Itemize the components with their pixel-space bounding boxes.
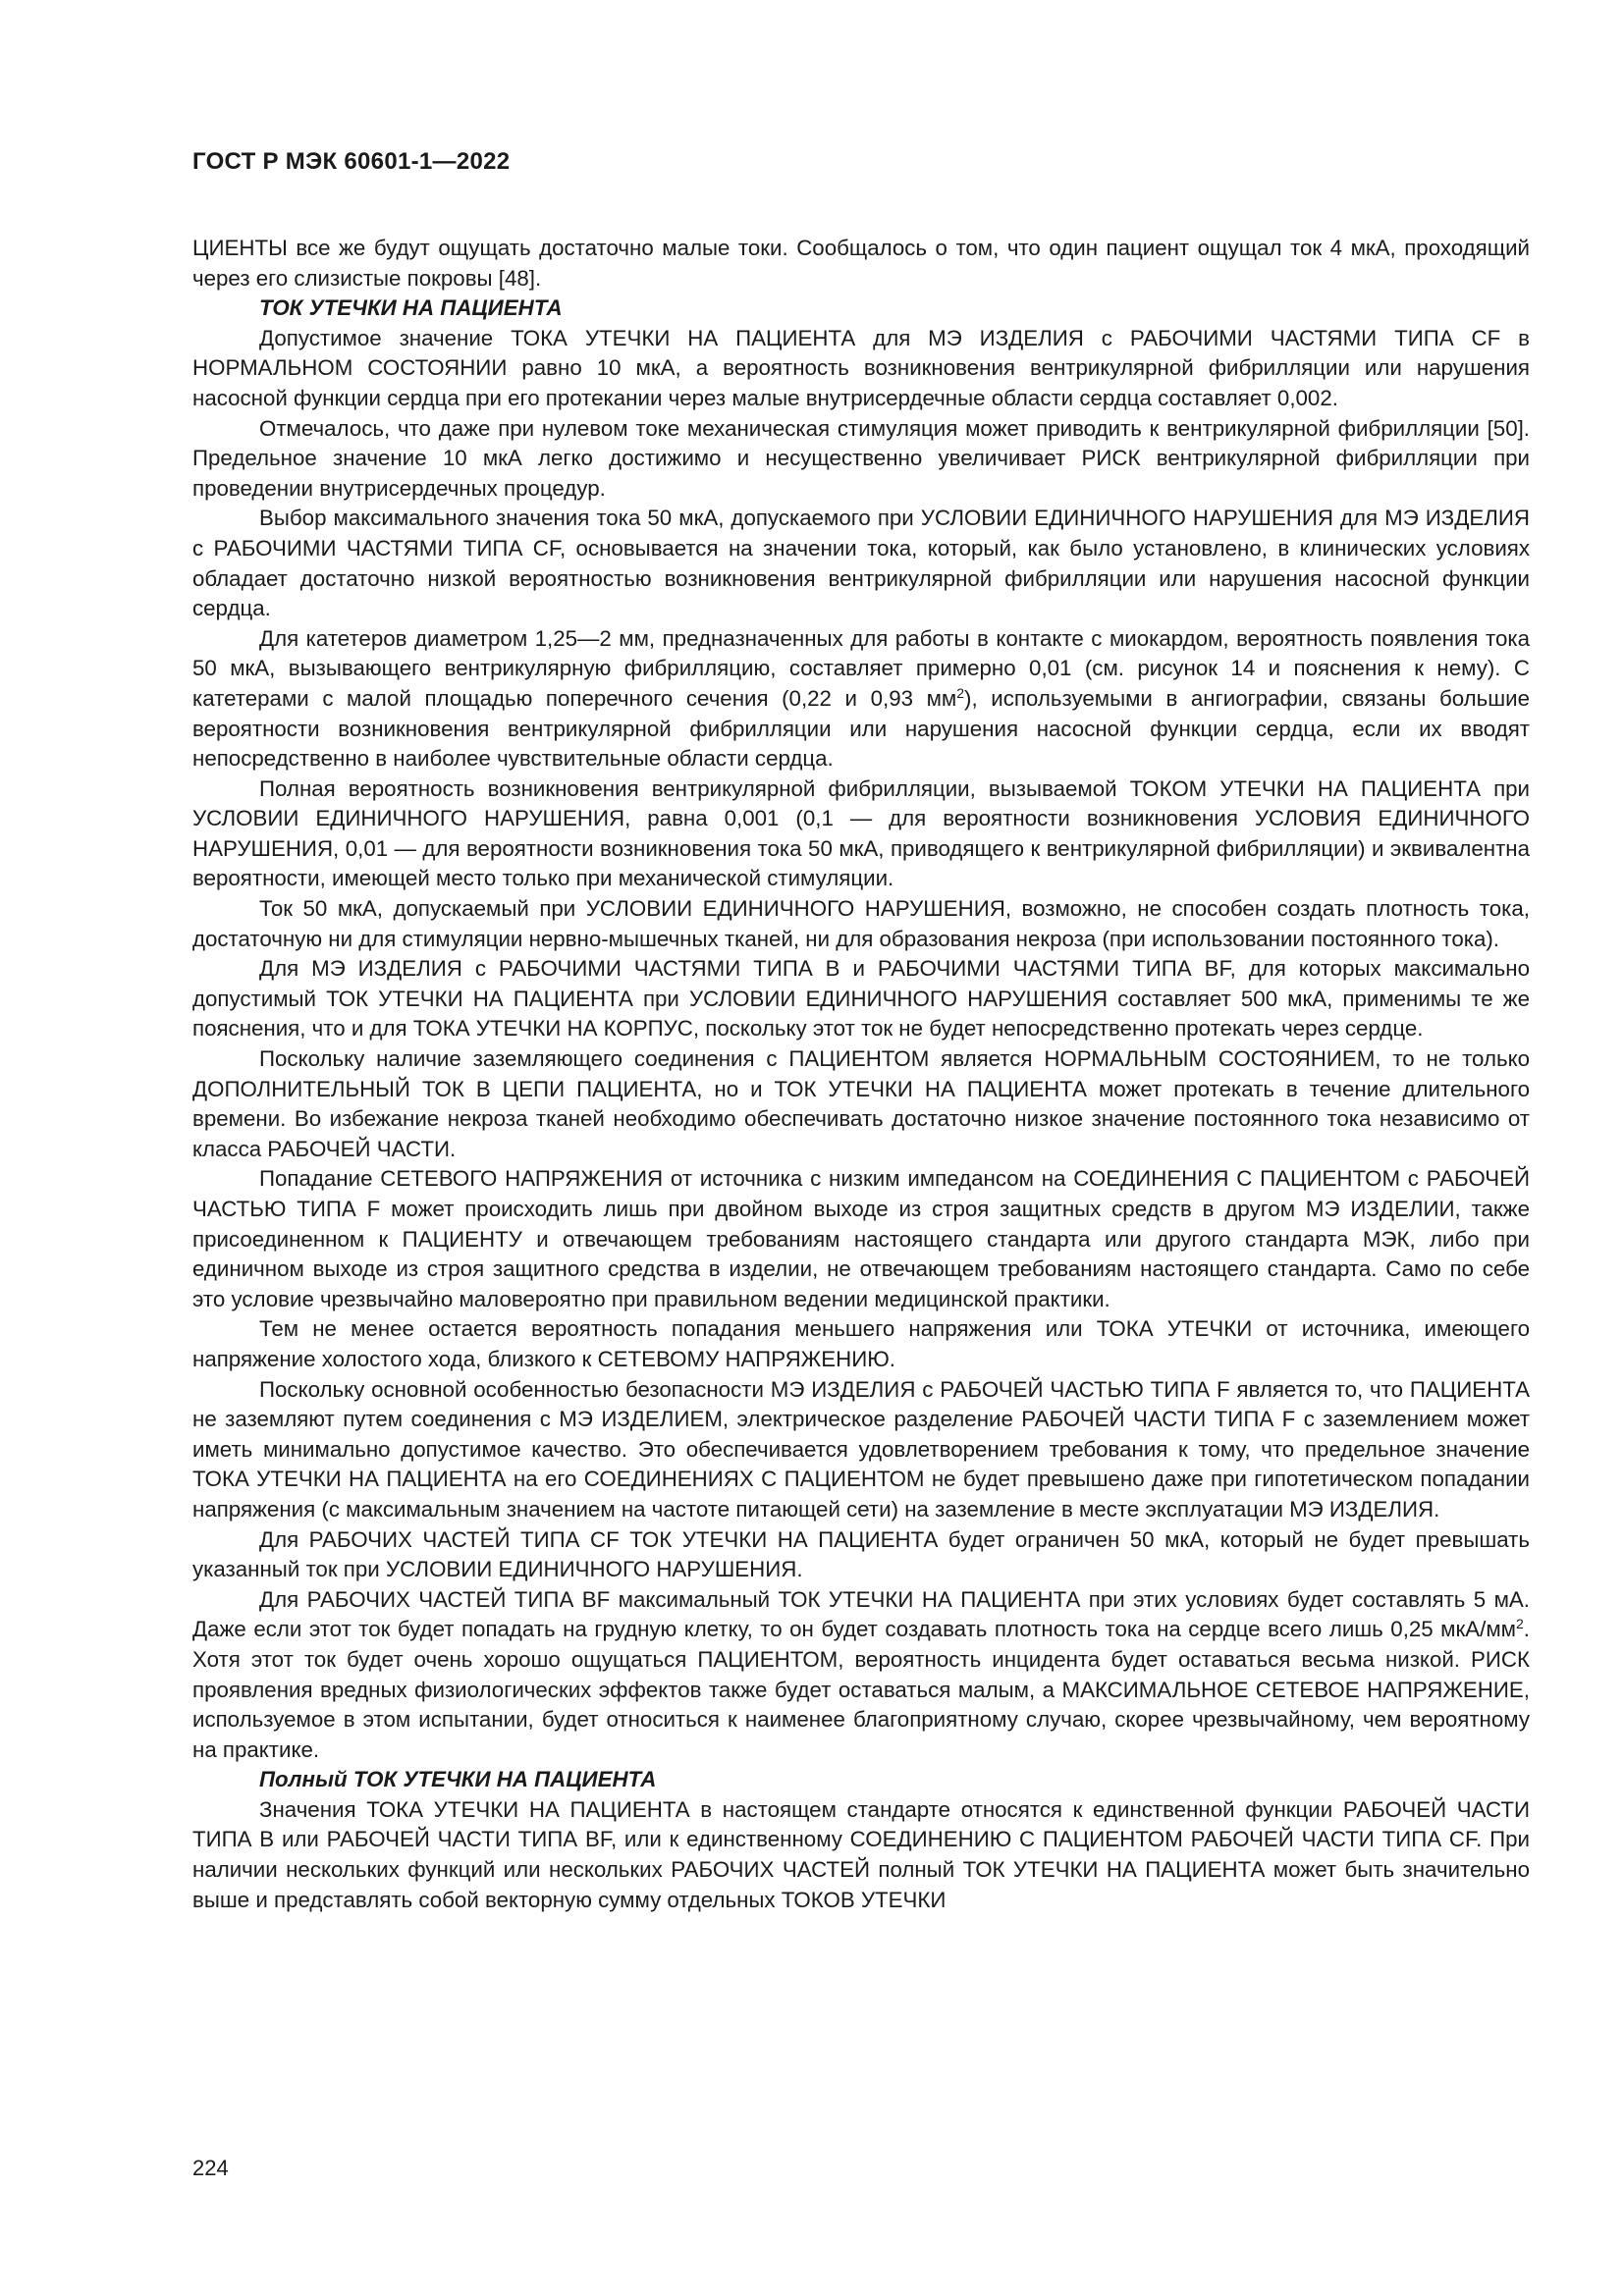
paragraph: Тем не менее остается вероятность попадания меньшего напряжения или ТОКА УТЕЧКИ от источника, имеющего напряжение холостого хода, близкого к СЕТЕВОМУ НАПРЯЖЕНИЮ. [192, 1316, 1530, 1371]
page-number: 224 [192, 2156, 229, 2180]
body-text [192, 234, 1530, 1915]
paragraph: Полная вероятность возникновения вентрикулярной фибрилляции, вызываемой ТОКОМ УТЕЧКИ НА ПАЦИЕНТА при УСЛОВИИ ЕДИНИЧНОГО НАРУШЕНИЯ, равна 0,001 (0,1 — для вероятности возникновения УСЛОВИЯ ЕДИНИЧНОГО НАРУШЕНИЯ, 0,01 — для вероятности возникновения тока 50 мкА, приводящего к вентрикулярной фибрилляции) и эквивалентна вероятности, имеющей место только при механической стимуляции. [192, 775, 1530, 891]
paragraph: Выбор максимального значения тока 50 мкА, допускаемого при УСЛОВИИ ЕДИНИЧНОГО НАРУШЕНИЯ для МЭ ИЗДЕЛИЯ с РАБОЧИМИ ЧАСТЯМИ ТИПА CF, основывается на значении тока, который, как было установлено, в клинических условиях обладает достаточно низкой вероятностью возникновения вентрикулярной фибрилляции или нарушения насосной функции сердца. [192, 506, 1530, 621]
paragraph-text: ), используемыми в ангиографии, связаны большие вероятности возникновения вентрикулярной фибрилляции или нарушения насосной функции сердца, если их вводят непосредственно в наиболее чувствительные области сердца. [192, 685, 1531, 772]
paragraph-text: Для катетеров диаметром 1,25—2 мм, предназначенных для работы в контакте с миокардом, вероятность появления тока 50 мкА, вызывающего вентрикулярную фибрилляцию, составляет примерно 0,01 (см. рисунок 14 и пояснения к нему). С катетерами с малой площадью поперечного сечения (0,22 и 0,93 мм [192, 625, 1530, 711]
paragraph-text: . Хотя этот ток будет очень хорошо ощущаться ПАЦИЕНТОМ, вероятность инцидента будет оставаться весьма низкой. РИСК проявления вредных физиологических эффектов также будет оставаться малым, а МАКСИМАЛЬНОЕ СЕТЕВОЕ НАПРЯЖЕНИЕ, используемое в этом испытании, будет относиться к наименее благоприятному случаю, скорее чрезвычайному, чем вероятному на практике. [192, 1617, 1530, 1762]
paragraph-text: Для РАБОЧИХ ЧАСТЕЙ ТИПА BF максимальный ТОК УТЕЧКИ НА ПАЦИЕНТА при этих условиях будет составлять 5 мА. Даже если этот ток будет попадать на грудную клетку, то он будет создавать плотность тока на сердце всего лишь 0,25 мкА/мм [192, 1586, 1530, 1642]
paragraph: Ток 50 мкА, допускаемый при УСЛОВИИ ЕДИНИЧНОГО НАРУШЕНИЯ, возможно, не способен создать плотность тока, достаточную ни для стимуляции нервно-мышечных тканей, ни для образования некроза (при использовании постоянного тока). [192, 896, 1530, 951]
paragraph: ЦИЕНТЫ все же будут ощущать достаточно малые токи. Сообщалось о том, что один пациент ощущал ток 4 мкА, проходящий через его слизистые покровы [48]. [192, 236, 1530, 291]
paragraph: Поскольку основной особенностью безопасности МЭ ИЗДЕЛИЯ с РАБОЧЕЙ ЧАСТЬЮ ТИПА F является то, что ПАЦИЕНТА не заземляют путем соединения с МЭ ИЗДЕЛИЕМ, электрическое разделение РАБОЧЕЙ ЧАСТИ ТИПА F с заземлением может иметь минимально допустимое качество. Это обеспечивается удовлетворением требования к тому, что предельное значение ТОКА УТЕЧКИ НА ПАЦИЕНТА на его СОЕДИНЕНИЯХ С ПАЦИЕНТОМ не будет превышено даже при гипотетическом попадании напряжения (с максимальным значением на частоте питающей сети) на заземление в месте эксплуатации МЭ ИЗДЕЛИЯ. [192, 1376, 1530, 1522]
document-page [192, 147, 1530, 1915]
paragraph [192, 1585, 1530, 1766]
superscript: 2 [956, 684, 965, 701]
paragraph: Отмечалось, что даже при нулевом токе механическая стимуляция может приводить к вентрикулярной фибрилляции [50]. Предельное значение 10 мкА легко достижимо и несущественно увеличивает РИСК вентрикулярной фибрилляции при проведении внутрисердечных процедур. [192, 415, 1530, 501]
section-heading: Полный ТОК УТЕЧКИ НА ПАЦИЕНТА [259, 1767, 657, 1792]
paragraph: Попадание СЕТЕВОГО НАПРЯЖЕНИЯ от источника с низким импедансом на СОЕДИНЕНИЯ С ПАЦИЕНТОМ с РАБОЧЕЙ ЧАСТЬЮ ТИПА F может происходить лишь при двойном выходе из строя защитных средств в другом МЭ ИЗДЕЛИИ, также присоединенном к ПАЦИЕНТУ и отвечающем требованиям настоящего стандарта или другого стандарта МЭК, либо при единичном выходе из строя защитного средства в изделии, не отвечающем требованиям настоящего стандарта. Само по себе это условие чрезвычайно маловероятно при правильном ведении медицинской практики. [192, 1166, 1530, 1311]
paragraph: Для МЭ ИЗДЕЛИЯ с РАБОЧИМИ ЧАСТЯМИ ТИПА B и РАБОЧИМИ ЧАСТЯМИ ТИПА BF, для которых максимально допустимый ТОК УТЕЧКИ НА ПАЦИЕНТА при УСЛОВИИ ЕДИНИЧНОГО НАРУШЕНИЯ составляет 500 мкА, применимы те же пояснения, что и для ТОКА УТЕЧКИ НА КОРПУС, поскольку этот ток не будет непосредственно протекать через сердце. [192, 956, 1530, 1041]
paragraph: Значения ТОКА УТЕЧКИ НА ПАЦИЕНТА в настоящем стандарте относятся к единственной функции РАБОЧЕЙ ЧАСТИ ТИПА B или РАБОЧЕЙ ЧАСТИ ТИПА BF, или к единственному СОЕДИНЕНИЮ С ПАЦИЕНТОМ РАБОЧЕЙ ЧАСТИ ТИПА CF. При наличии нескольких функций или нескольких РАБОЧИХ ЧАСТЕЙ полный ТОК УТЕЧКИ НА ПАЦИЕНТА может быть значительно выше и представлять собой векторную сумму отдельных ТОКОВ УТЕЧКИ [192, 1796, 1530, 1912]
paragraph [192, 624, 1530, 774]
paragraph: Поскольку наличие заземляющего соединения с ПАЦИЕНТОМ является НОРМАЛЬНЫМ СОСТОЯНИЕМ, то не только ДОПОЛНИТЕЛЬНЫЙ ТОК В ЦЕПИ ПАЦИЕНТА, но и ТОК УТЕЧКИ НА ПАЦИЕНТА может протекать в течение длительного времени. Во избежание некроза тканей необходимо обеспечивать достаточно низкое значение постоянного тока независимо от класса РАБОЧЕЙ ЧАСТИ. [192, 1046, 1530, 1161]
superscript: 2 [1516, 1616, 1524, 1632]
paragraph: Для РАБОЧИХ ЧАСТЕЙ ТИПА CF ТОК УТЕЧКИ НА ПАЦИЕНТА будет ограничен 50 мкА, который не будет превышать указанный ток при УСЛОВИИ ЕДИНИЧНОГО НАРУШЕНИЯ. [192, 1526, 1530, 1582]
section-heading: ТОК УТЕЧКИ НА ПАЦИЕНТА [259, 295, 563, 321]
paragraph: Допустимое значение ТОКА УТЕЧКИ НА ПАЦИЕНТА для МЭ ИЗДЕЛИЯ с РАБОЧИМИ ЧАСТЯМИ ТИПА CF в НОРМАЛЬНОМ СОСТОЯНИИ равно 10 мкА, а вероятность возникновения вентрикулярной фибрилляции или нарушения насосной функции сердца при его протекании через малые внутрисердечные области сердца составляет 0,002. [192, 325, 1530, 410]
standard-header: ГОСТ Р МЭК 60601-1—2022 [192, 148, 511, 175]
